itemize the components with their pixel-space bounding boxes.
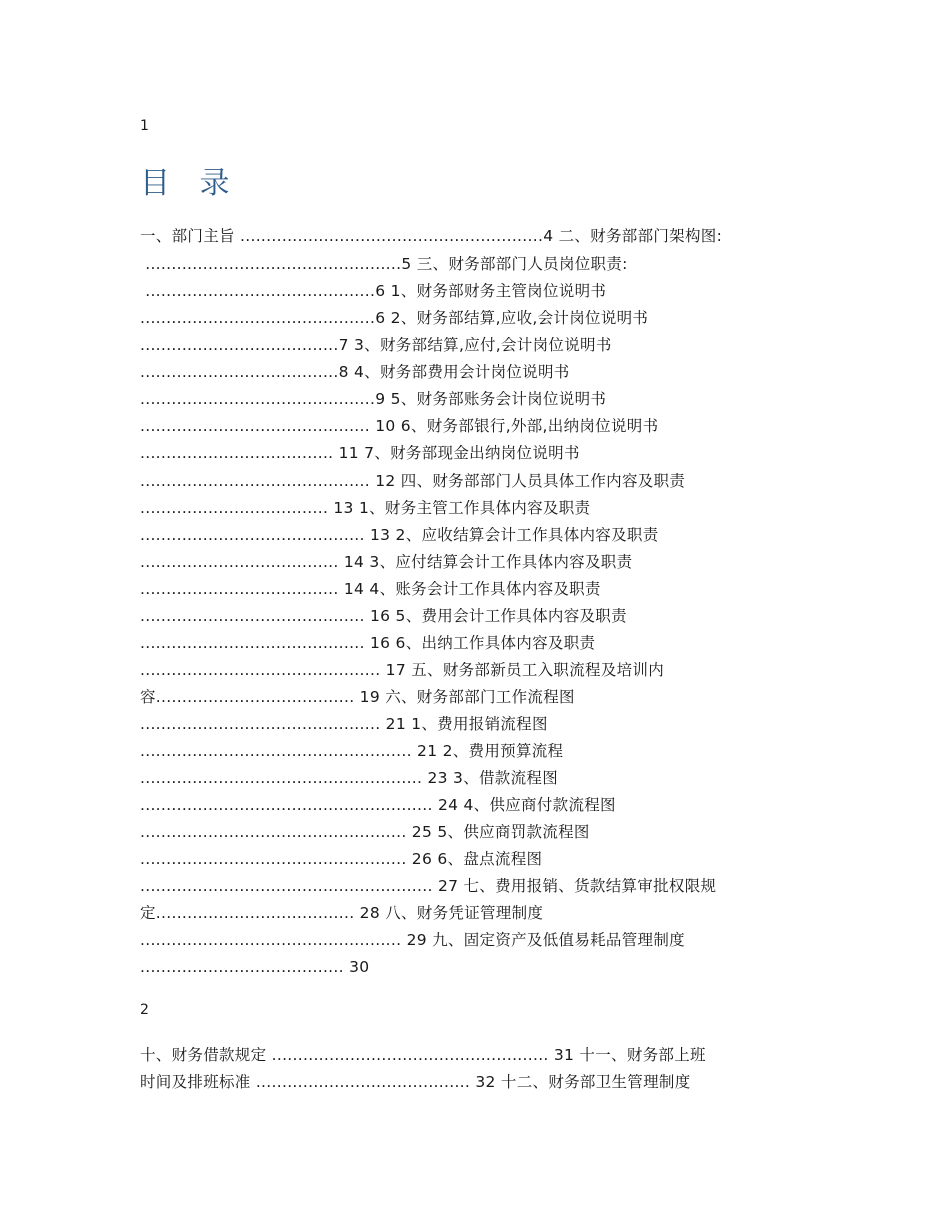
toc-entry: .................................................. 29 九、固定资产及低值易耗品管理制度 <box>140 931 685 949</box>
toc-entry: .............................................. 17 五、财务部新员工入职流程及培训内 <box>140 661 665 679</box>
toc-entry: 一、部门主旨 ..........................................................4 二、财务部部门架构图: <box>140 227 723 245</box>
toc-entry: ...................................................... 23 3、借款流程图 <box>140 769 558 787</box>
page-number-1: 1 <box>140 118 149 134</box>
toc-entry: 时间及排班标准 ......................................... 32 十二、财务部卫生管理制度 <box>140 1073 691 1091</box>
toc-entry: ................................................... 26 6、盘点流程图 <box>140 850 543 868</box>
toc-entry: ................................................... 25 5、供应商罚款流程图 <box>140 823 590 841</box>
toc-entry: 定...................................... 28 八、财务凭证管理制度 <box>140 904 544 922</box>
toc-entry: ...................................... 14 4、账务会计工作具体内容及职责 <box>140 580 601 598</box>
toc-entry: ............................................ 10 6、财务部银行,外部,出纳岗位说明书 <box>140 417 659 435</box>
toc-title: 目 录 <box>140 166 240 201</box>
toc-entry: ........................................... 16 5、费用会计工作具体内容及职责 <box>140 607 627 625</box>
toc-entry: ........................................... 16 6、出纳工作具体内容及职责 <box>140 634 596 652</box>
toc-entry: .................................................5 三、财务部部门人员岗位职责: <box>140 255 628 273</box>
toc-entry: 容...................................... 19 六、财务部部门工作流程图 <box>140 688 575 706</box>
toc-entry: .............................................6 2、财务部结算,应收,会计岗位说明书 <box>140 309 649 327</box>
toc-entry: ....................................... 30 <box>140 958 370 976</box>
toc-entry: ........................................... 13 2、应收结算会计工作具体内容及职责 <box>140 526 659 544</box>
toc-entry: .................................................... 21 2、费用预算流程 <box>140 742 564 760</box>
toc-entry: ............................................6 1、财务部财务主管岗位说明书 <box>140 282 607 300</box>
toc-entry: .................................... 13 1、财务主管工作具体内容及职责 <box>140 499 591 517</box>
toc-entry: .............................................9 5、财务部账务会计岗位说明书 <box>140 390 607 408</box>
toc-entry: ......................................8 4、财务部费用会计岗位说明书 <box>140 363 570 381</box>
toc-entry: ..................................... 11 7、财务部现金出纳岗位说明书 <box>140 444 580 462</box>
toc-entry: ......................................7 3、财务部结算,应付,会计岗位说明书 <box>140 336 612 354</box>
toc-entry: 十、财务借款规定 ..................................................... 31 十一、财务部上班 <box>140 1046 706 1064</box>
toc-entry: ........................................................ 27 七、费用报销、货款结算审批权限规 <box>140 877 717 895</box>
toc-entry: ...................................... 14 3、应付结算会计工作具体内容及职责 <box>140 553 633 571</box>
toc-entry: ............................................ 12 四、财务部部门人员具体工作内容及职责 <box>140 472 686 490</box>
toc-entry: .............................................. 21 1、费用报销流程图 <box>140 715 548 733</box>
toc-entry: ........................................................ 24 4、供应商付款流程图 <box>140 796 616 814</box>
page-number-2: 2 <box>140 1002 149 1018</box>
